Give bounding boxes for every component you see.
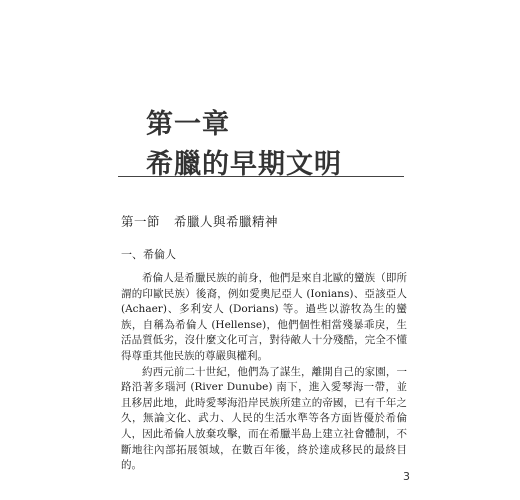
paragraph-1: 希倫人是希臘民族的前身，他們是來自北歐的蠻族（即所謂的印歐民族）後裔，例如愛奧尼亞人 (Ionians)、亞該亞人 (Achaer)、多利安人 (Dorians) 等。過些以游牧為生的蠻族，自稱為希倫人 (Hellense)，他們個性相當殘暴乖戾，生活品質低劣，沒什麼文化可言，對待敵人十分殘酷，完全不懂得尊重其他民族的尊嚴與權利。 [121,272,407,362]
section-title: 希臘人與希臘精神 [174,214,279,229]
body-text [121,271,407,474]
paragraph-2: 約西元前二十世紀，他們為了謀生，離開自己的家園，一路沿著多瑙河 (River Dunube) 南下，進入愛琴海一帶，並且移居此地，此時愛琴海沿岸民族所建立的帝國，已有千年之久，無論文化、武力、人民的生活水準等各方面皆優於希倫人，因此希倫人放棄攻擊，而在希臘半島上建立社會體制，不斷地往內部拓展領域，在數百年後，終於達成移民的最終目的。 [121,365,407,472]
chapter-title: 希臘的早期文明 [146,149,342,180]
page-number: 3 [403,470,410,483]
section-number: 第一節 [121,214,161,229]
chapter-heading-block [146,108,406,182]
section-heading [121,214,278,230]
subsection-heading: 一、希倫人 [121,248,176,261]
chapter-divider [118,176,404,177]
chapter-number: 第一章 [146,109,230,140]
